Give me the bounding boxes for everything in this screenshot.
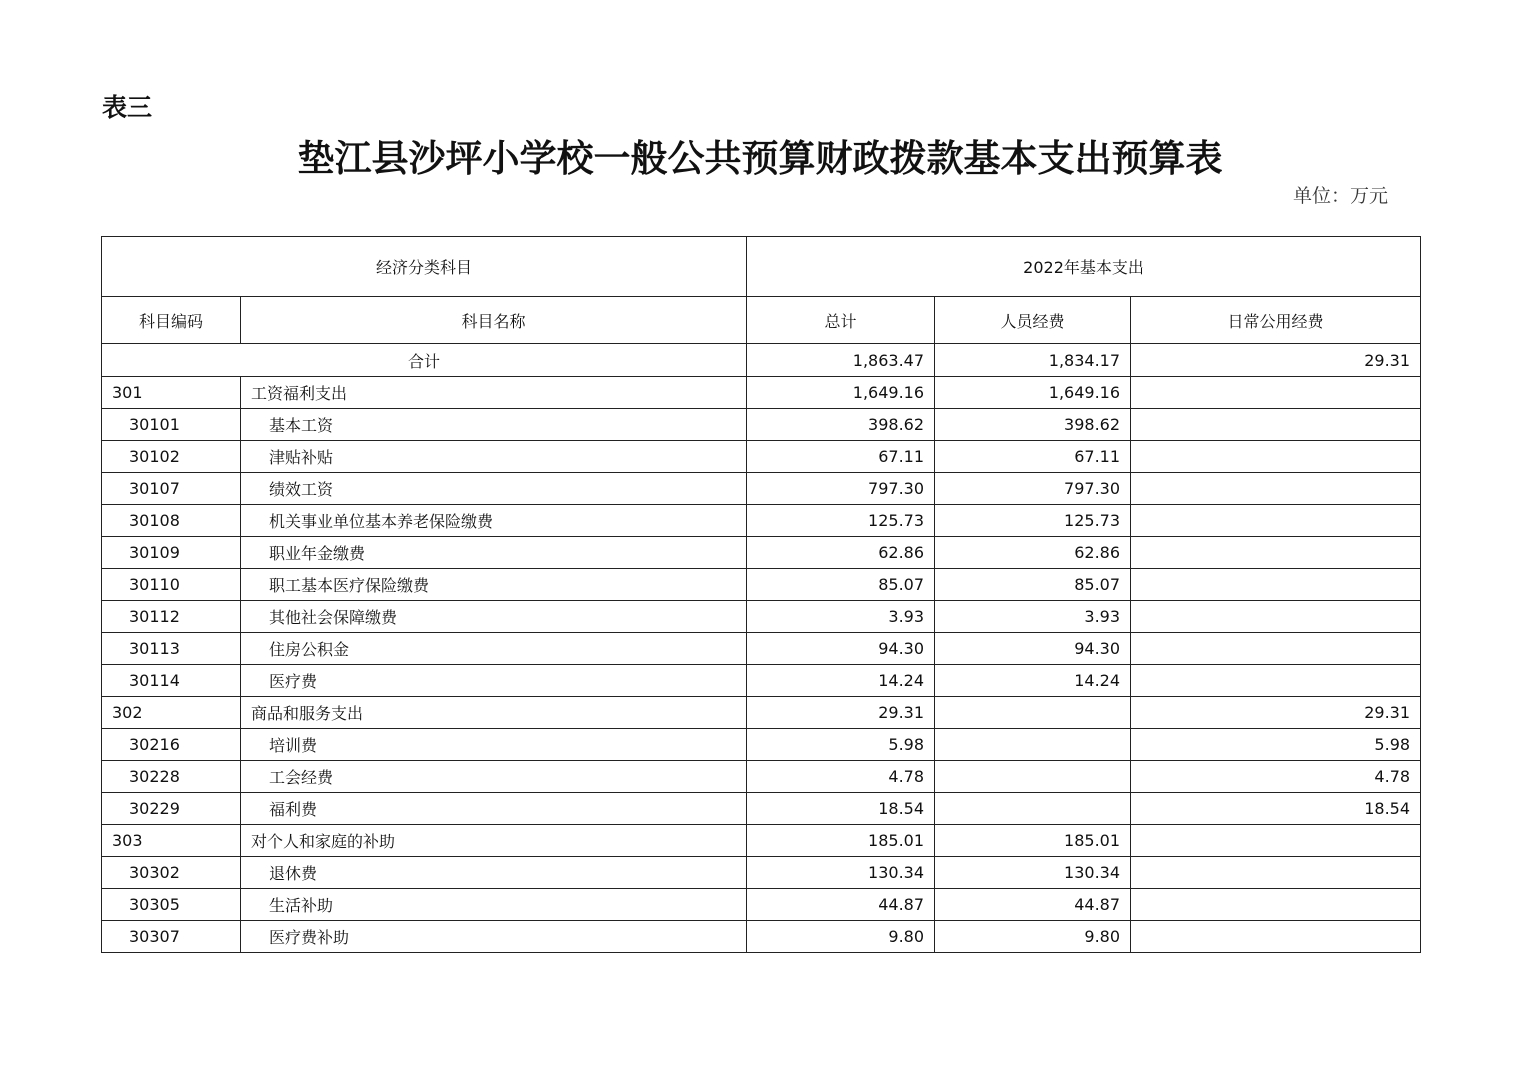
row-personnel: [935, 729, 1131, 761]
row-routine: [1131, 441, 1421, 473]
row-total: 130.34: [747, 857, 935, 889]
row-name: 工会经费: [241, 761, 747, 793]
row-routine: [1131, 601, 1421, 633]
row-name: 基本工资: [241, 409, 747, 441]
row-personnel: 3.93: [935, 601, 1131, 633]
table-row: [102, 761, 1421, 793]
row-code: 301: [102, 377, 241, 409]
row-code: 30302: [102, 857, 241, 889]
row-personnel: 14.24: [935, 665, 1131, 697]
row-name: 其他社会保障缴费: [241, 601, 747, 633]
row-code: 30108: [102, 505, 241, 537]
table-row: [102, 729, 1421, 761]
row-name: 生活补助: [241, 889, 747, 921]
header-year-expense: 2022年基本支出: [747, 237, 1421, 297]
row-personnel: 797.30: [935, 473, 1131, 505]
header-code: 科目编码: [102, 297, 241, 344]
table-row: [102, 601, 1421, 633]
table-row: [102, 473, 1421, 505]
table-row: [102, 889, 1421, 921]
summary-total: 1,863.47: [747, 344, 935, 377]
row-personnel: 398.62: [935, 409, 1131, 441]
row-routine: 5.98: [1131, 729, 1421, 761]
header-total: 总计: [747, 297, 935, 344]
row-name: 商品和服务支出: [241, 697, 747, 729]
row-routine: [1131, 505, 1421, 537]
row-personnel: [935, 697, 1131, 729]
row-code: 30109: [102, 537, 241, 569]
row-personnel: [935, 793, 1131, 825]
row-code: 30107: [102, 473, 241, 505]
table-row: [102, 825, 1421, 857]
row-routine: [1131, 409, 1421, 441]
row-routine: [1131, 377, 1421, 409]
table-row: [102, 633, 1421, 665]
header-name: 科目名称: [241, 297, 747, 344]
row-personnel: 125.73: [935, 505, 1131, 537]
page-title: 垫江县沙坪小学校一般公共预算财政拨款基本支出预算表: [297, 136, 1223, 180]
row-total: 3.93: [747, 601, 935, 633]
table-row: [102, 665, 1421, 697]
table-row: [102, 569, 1421, 601]
table-row: [102, 537, 1421, 569]
row-routine: [1131, 857, 1421, 889]
row-routine: [1131, 921, 1421, 953]
table-row: [102, 793, 1421, 825]
row-routine: 4.78: [1131, 761, 1421, 793]
table-row: [102, 857, 1421, 889]
row-total: 4.78: [747, 761, 935, 793]
header-personnel: 人员经费: [935, 297, 1131, 344]
table-row: [102, 377, 1421, 409]
summary-row: [102, 344, 1421, 377]
row-name: 职工基本医疗保险缴费: [241, 569, 747, 601]
row-total: 18.54: [747, 793, 935, 825]
table-row: [102, 409, 1421, 441]
row-routine: 29.31: [1131, 697, 1421, 729]
row-name: 培训费: [241, 729, 747, 761]
row-code: 30216: [102, 729, 241, 761]
row-name: 福利费: [241, 793, 747, 825]
table-body: [102, 344, 1421, 953]
row-code: 302: [102, 697, 241, 729]
summary-routine: 29.31: [1131, 344, 1421, 377]
row-name: 医疗费补助: [241, 921, 747, 953]
table-row: [102, 441, 1421, 473]
row-code: 30110: [102, 569, 241, 601]
row-name: 津贴补贴: [241, 441, 747, 473]
row-total: 9.80: [747, 921, 935, 953]
row-personnel: 62.86: [935, 537, 1131, 569]
group-header-row: [102, 237, 1421, 297]
row-routine: [1131, 537, 1421, 569]
row-name: 机关事业单位基本养老保险缴费: [241, 505, 747, 537]
row-personnel: [935, 761, 1131, 793]
row-code: 30228: [102, 761, 241, 793]
table-label: 表三: [102, 93, 153, 122]
row-total: 67.11: [747, 441, 935, 473]
row-total: 29.31: [747, 697, 935, 729]
row-total: 44.87: [747, 889, 935, 921]
row-personnel: 44.87: [935, 889, 1131, 921]
row-routine: 18.54: [1131, 793, 1421, 825]
row-code: 30229: [102, 793, 241, 825]
row-name: 医疗费: [241, 665, 747, 697]
row-personnel: 1,649.16: [935, 377, 1131, 409]
row-personnel: 94.30: [935, 633, 1131, 665]
table-row: [102, 505, 1421, 537]
row-personnel: 67.11: [935, 441, 1131, 473]
row-total: 125.73: [747, 505, 935, 537]
budget-table: [101, 236, 1421, 953]
row-code: 30113: [102, 633, 241, 665]
row-personnel: 130.34: [935, 857, 1131, 889]
summary-label: 合计: [102, 344, 747, 377]
row-personnel: 185.01: [935, 825, 1131, 857]
column-header-row: [102, 297, 1421, 344]
header-category: 经济分类科目: [102, 237, 747, 297]
row-total: 398.62: [747, 409, 935, 441]
row-name: 绩效工资: [241, 473, 747, 505]
row-routine: [1131, 633, 1421, 665]
row-name: 职业年金缴费: [241, 537, 747, 569]
table-row: [102, 921, 1421, 953]
row-total: 14.24: [747, 665, 935, 697]
row-routine: [1131, 889, 1421, 921]
row-code: 30102: [102, 441, 241, 473]
row-name: 对个人和家庭的补助: [241, 825, 747, 857]
row-name: 住房公积金: [241, 633, 747, 665]
row-code: 30114: [102, 665, 241, 697]
row-code: 30305: [102, 889, 241, 921]
row-total: 185.01: [747, 825, 935, 857]
row-total: 94.30: [747, 633, 935, 665]
row-personnel: 85.07: [935, 569, 1131, 601]
summary-personnel: 1,834.17: [935, 344, 1131, 377]
row-routine: [1131, 665, 1421, 697]
row-total: 62.86: [747, 537, 935, 569]
row-code: 30112: [102, 601, 241, 633]
unit-note: 单位：万元: [1292, 185, 1388, 207]
row-total: 5.98: [747, 729, 935, 761]
row-routine: [1131, 569, 1421, 601]
table-row: [102, 697, 1421, 729]
row-code: 303: [102, 825, 241, 857]
row-code: 30307: [102, 921, 241, 953]
row-name: 工资福利支出: [241, 377, 747, 409]
row-total: 85.07: [747, 569, 935, 601]
row-total: 797.30: [747, 473, 935, 505]
row-routine: [1131, 825, 1421, 857]
header-routine: 日常公用经费: [1131, 297, 1421, 344]
row-total: 1,649.16: [747, 377, 935, 409]
row-personnel: 9.80: [935, 921, 1131, 953]
row-routine: [1131, 473, 1421, 505]
row-code: 30101: [102, 409, 241, 441]
row-name: 退休费: [241, 857, 747, 889]
